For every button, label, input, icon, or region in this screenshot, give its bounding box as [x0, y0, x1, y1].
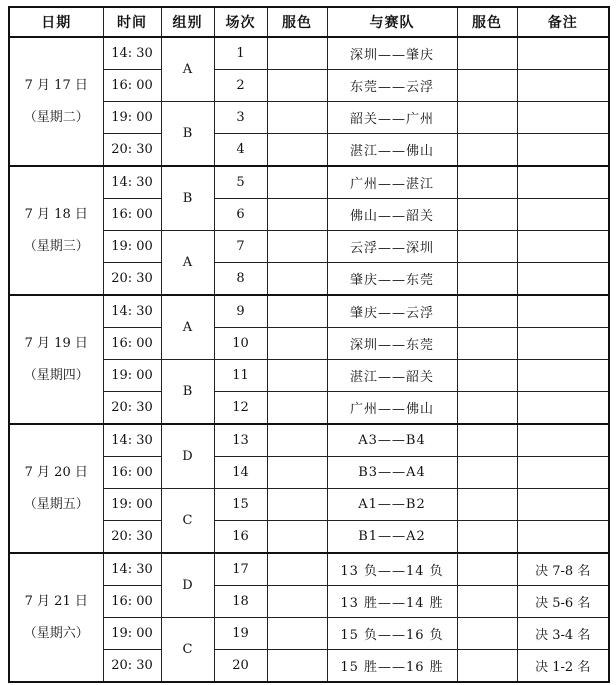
table-header — [9, 7, 609, 37]
kit-color-away-cell — [457, 650, 517, 683]
kit-color-home-cell — [267, 295, 327, 328]
kit-color-away-cell — [457, 360, 517, 392]
match-number-cell: 1 — [214, 37, 267, 70]
match-number-cell: 14 — [214, 457, 267, 489]
teams-cell: B3——A4 — [327, 457, 457, 489]
date-label: 7 月 20 日 — [24, 464, 88, 480]
match-number-cell: 3 — [214, 102, 267, 134]
time-cell: 20: 30 — [103, 521, 161, 554]
kit-color-away-cell — [457, 134, 517, 167]
match-number-cell: 7 — [214, 231, 267, 263]
date-label: 7 月 19 日 — [24, 335, 88, 351]
kit-color-away-cell — [457, 295, 517, 328]
header-teams: 与赛队 — [327, 7, 457, 37]
match-number-cell: 4 — [214, 134, 267, 167]
time-cell: 20: 30 — [103, 263, 161, 296]
match-number-cell: 15 — [214, 489, 267, 521]
header-kit-color-away: 服色 — [457, 7, 517, 37]
note-cell: 决 1-2 名 — [517, 650, 609, 683]
header-date: 日期 — [9, 7, 103, 37]
day-block — [9, 37, 609, 166]
kit-color-home-cell — [267, 489, 327, 521]
time-cell: 16: 00 — [103, 457, 161, 489]
kit-color-away-cell — [457, 231, 517, 263]
teams-cell: 15 负——16 负 — [327, 618, 457, 650]
time-cell: 20: 30 — [103, 650, 161, 683]
match-number-cell: 12 — [214, 392, 267, 425]
time-cell: 19: 00 — [103, 360, 161, 392]
kit-color-away-cell — [457, 424, 517, 457]
group-cell: D — [161, 553, 214, 618]
table-row — [9, 37, 609, 70]
kit-color-away-cell — [457, 586, 517, 618]
kit-color-away-cell — [457, 457, 517, 489]
teams-cell: B1——A2 — [327, 521, 457, 554]
header-row — [9, 7, 609, 37]
teams-cell: 佛山——韶关 — [327, 199, 457, 231]
time-cell: 14: 30 — [103, 37, 161, 70]
note-cell — [517, 231, 609, 263]
teams-cell: 13 胜——14 胜 — [327, 586, 457, 618]
kit-color-home-cell — [267, 166, 327, 199]
kit-color-home-cell — [267, 392, 327, 425]
teams-cell: 15 胜——16 胜 — [327, 650, 457, 683]
weekday-label: （星期二） — [23, 109, 89, 125]
kit-color-away-cell — [457, 199, 517, 231]
teams-cell: A1——B2 — [327, 489, 457, 521]
teams-cell: 深圳——肇庆 — [327, 37, 457, 70]
match-number-cell: 17 — [214, 553, 267, 586]
kit-color-home-cell — [267, 424, 327, 457]
time-cell: 19: 00 — [103, 489, 161, 521]
group-cell: C — [161, 489, 214, 554]
date-cell — [9, 37, 103, 166]
kit-color-home-cell — [267, 360, 327, 392]
kit-color-away-cell — [457, 392, 517, 425]
date-label: 7 月 17 日 — [24, 77, 88, 93]
teams-cell: 肇庆——云浮 — [327, 295, 457, 328]
teams-cell: 韶关——广州 — [327, 102, 457, 134]
time-cell: 16: 00 — [103, 586, 161, 618]
note-cell — [517, 37, 609, 70]
day-block — [9, 295, 609, 424]
match-number-cell: 13 — [214, 424, 267, 457]
time-cell: 14: 30 — [103, 166, 161, 199]
time-cell: 14: 30 — [103, 424, 161, 457]
group-cell: A — [161, 37, 214, 102]
time-cell: 14: 30 — [103, 553, 161, 586]
time-cell: 14: 30 — [103, 295, 161, 328]
group-cell: B — [161, 360, 214, 425]
match-number-cell: 11 — [214, 360, 267, 392]
note-cell — [517, 263, 609, 296]
kit-color-away-cell — [457, 70, 517, 102]
group-cell: D — [161, 424, 214, 489]
match-number-cell: 2 — [214, 70, 267, 102]
kit-color-away-cell — [457, 37, 517, 70]
header-group: 组别 — [161, 7, 214, 37]
kit-color-away-cell — [457, 102, 517, 134]
note-cell — [517, 521, 609, 554]
kit-color-home-cell — [267, 70, 327, 102]
date-label: 7 月 21 日 — [24, 593, 88, 609]
kit-color-away-cell — [457, 521, 517, 554]
day-block — [9, 553, 609, 682]
match-schedule-table — [8, 6, 610, 683]
note-cell: 决 5-6 名 — [517, 586, 609, 618]
note-cell — [517, 360, 609, 392]
time-cell: 19: 00 — [103, 231, 161, 263]
header-note: 备注 — [517, 7, 609, 37]
teams-cell: 肇庆——东莞 — [327, 263, 457, 296]
note-cell — [517, 392, 609, 425]
date-cell — [9, 553, 103, 682]
note-cell — [517, 424, 609, 457]
kit-color-home-cell — [267, 263, 327, 296]
kit-color-away-cell — [457, 166, 517, 199]
teams-cell: 深圳——东莞 — [327, 328, 457, 360]
weekday-label: （星期五） — [23, 496, 89, 512]
note-cell: 决 3-4 名 — [517, 618, 609, 650]
match-number-cell: 18 — [214, 586, 267, 618]
time-cell: 16: 00 — [103, 199, 161, 231]
kit-color-away-cell — [457, 553, 517, 586]
note-cell: 决 7-8 名 — [517, 553, 609, 586]
match-number-cell: 10 — [214, 328, 267, 360]
kit-color-away-cell — [457, 489, 517, 521]
match-number-cell: 19 — [214, 618, 267, 650]
kit-color-home-cell — [267, 586, 327, 618]
group-cell: B — [161, 166, 214, 231]
teams-cell: A3——B4 — [327, 424, 457, 457]
kit-color-home-cell — [267, 457, 327, 489]
note-cell — [517, 328, 609, 360]
time-cell: 16: 00 — [103, 328, 161, 360]
header-kit-color-home: 服色 — [267, 7, 327, 37]
table-row — [9, 424, 609, 457]
time-cell: 16: 00 — [103, 70, 161, 102]
kit-color-home-cell — [267, 328, 327, 360]
note-cell — [517, 199, 609, 231]
kit-color-away-cell — [457, 263, 517, 296]
note-cell — [517, 457, 609, 489]
table-row — [9, 553, 609, 586]
match-number-cell: 5 — [214, 166, 267, 199]
time-cell: 19: 00 — [103, 102, 161, 134]
date-label: 7 月 18 日 — [24, 206, 88, 222]
header-time: 时间 — [103, 7, 161, 37]
time-cell: 19: 00 — [103, 618, 161, 650]
group-cell: B — [161, 102, 214, 167]
note-cell — [517, 295, 609, 328]
kit-color-away-cell — [457, 328, 517, 360]
note-cell — [517, 166, 609, 199]
date-cell — [9, 424, 103, 553]
weekday-label: （星期三） — [23, 238, 89, 254]
teams-cell: 广州——佛山 — [327, 392, 457, 425]
teams-cell: 湛江——韶关 — [327, 360, 457, 392]
kit-color-home-cell — [267, 521, 327, 554]
kit-color-home-cell — [267, 231, 327, 263]
group-cell: C — [161, 618, 214, 683]
note-cell — [517, 102, 609, 134]
date-cell — [9, 295, 103, 424]
match-number-cell: 8 — [214, 263, 267, 296]
note-cell — [517, 134, 609, 167]
match-number-cell: 20 — [214, 650, 267, 683]
match-number-cell: 6 — [214, 199, 267, 231]
teams-cell: 13 负——14 负 — [327, 553, 457, 586]
teams-cell: 广州——湛江 — [327, 166, 457, 199]
table-row — [9, 166, 609, 199]
table-row — [9, 295, 609, 328]
kit-color-home-cell — [267, 134, 327, 167]
weekday-label: （星期四） — [23, 367, 89, 383]
header-match-number: 场次 — [214, 7, 267, 37]
date-cell — [9, 166, 103, 295]
teams-cell: 湛江——佛山 — [327, 134, 457, 167]
kit-color-home-cell — [267, 37, 327, 70]
kit-color-home-cell — [267, 618, 327, 650]
weekday-label: （星期六） — [23, 625, 89, 641]
kit-color-home-cell — [267, 650, 327, 683]
note-cell — [517, 489, 609, 521]
kit-color-away-cell — [457, 618, 517, 650]
day-block — [9, 424, 609, 553]
kit-color-home-cell — [267, 553, 327, 586]
kit-color-home-cell — [267, 102, 327, 134]
match-number-cell: 9 — [214, 295, 267, 328]
group-cell: A — [161, 295, 214, 360]
day-block — [9, 166, 609, 295]
teams-cell: 云浮——深圳 — [327, 231, 457, 263]
kit-color-home-cell — [267, 199, 327, 231]
group-cell: A — [161, 231, 214, 296]
match-number-cell: 16 — [214, 521, 267, 554]
time-cell: 20: 30 — [103, 392, 161, 425]
time-cell: 20: 30 — [103, 134, 161, 167]
teams-cell: 东莞——云浮 — [327, 70, 457, 102]
note-cell — [517, 70, 609, 102]
